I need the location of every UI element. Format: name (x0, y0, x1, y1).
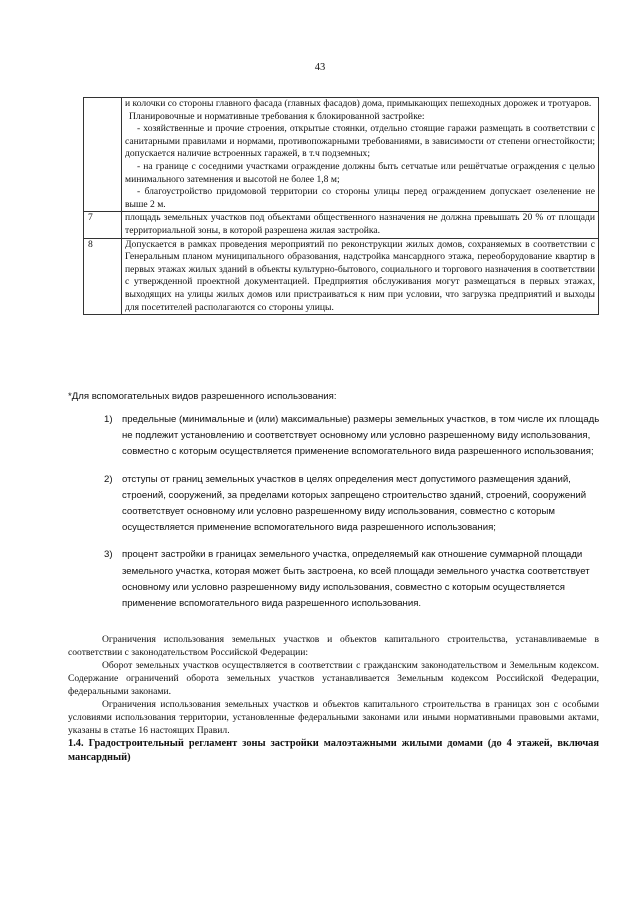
table-paragraph: Допускается в рамках проведения мероприятий по реконструкции жилых домов, сохраняемых в соответствии с Генеральным планом муниципального образования, надстройка мансардного этажа, переоборудование квартир в первых этажах жилых зданий в объекты культурно-бытового, социального и торгового назначения в соответствии с утвержденной проектной документацией. Предприятия обслуживания могут размещаться в первых этажах, выходящих на улицы жилых домов или пристраиваться к ним при условии, что загрузка предприятий и выходы для посетителей располагаются со стороны улицы. (125, 238, 595, 313)
page-number: 43 (314, 62, 326, 73)
section-heading: 1.4. Градостроительный регламент зоны застройки малоэтажными жилыми домами (до 4 этажей, включая мансардный) (68, 738, 599, 763)
list-item (104, 412, 600, 461)
restrictions-body (68, 633, 599, 737)
list-marker: 3) (104, 549, 113, 561)
list-item-text: процент застройки в границах земельного участка, определяемый как отношение суммарной площади земельного участка, которая может быть застроена, ко всей площади земельного участка соответствует основному или условно разрешенному виду использования, совместно с которым осуществляется применение вспомогательного вида разрешенного использования. (122, 549, 590, 610)
row-number-cell: 7 (84, 212, 122, 238)
regulation-table (83, 97, 599, 315)
table-paragraph: и колочки со стороны главного фасада (главных фасадов) дома, примыкающих пешеходных дорожек и тротуаров. (125, 98, 592, 109)
table-paragraph: Планировочные и нормативные требования к блокированной застройке: (129, 110, 425, 122)
table-bullet: - благоустройство придомовой территории со стороны улицы перед ограждением допускает озеленение не выше 2 м. (125, 186, 595, 210)
row-content-cell (122, 212, 599, 238)
list-marker: 1) (104, 414, 113, 425)
body-paragraph: Оборот земельных участков осуществляется в соответствии с гражданским законодательством и Земельным кодексом. Содержание ограничений оборота земельных участков устанавливается Земельным кодексом Российской Федерации, федеральными законами. (68, 660, 599, 697)
row-number-cell: 8 (84, 238, 122, 315)
table-bullet: - на границе с соседними участками ограждение должны быть сетчатые или решётчатые ограждения с целью минимального затемнения и высотой не более 1,8 м; (125, 160, 595, 185)
row-content-cell (122, 238, 599, 315)
table-row (84, 98, 599, 212)
table-bullet: - хозяйственные и прочие строения, открытые стоянки, отдельно стоящие гаражи размещать в соответствии с санитарными правилами и нормами, противопожарными требованиями, в зависимости от степени огнестойкости; допускается наличие встроенных гаражей, в т.ч подземных; (125, 123, 595, 160)
table-row (84, 238, 599, 315)
auxiliary-use-list (104, 412, 600, 623)
body-paragraph: Ограничения использования земельных участков и объектов капитального строительства в границах зон с особыми условиями использования территории, установленные федеральными законами или иными нормативными правовыми актами, указаны в статье 16 настоящих Правил. (68, 699, 599, 736)
list-item (104, 547, 600, 612)
table-paragraph: площадь земельных участков под объектами общественного назначения не должна превышать 20 % от площади территориальной зоны, в которой разрешена жилая застройка. (125, 212, 595, 236)
list-item-text: предельные (минимальные и (или) максимальные) размеры земельных участков, в том числе их площадь не подлежит установлению и соответствует основному или условно разрешенному виду использования, совместно с которым осуществляется применение вспомогательного вида разрешенного использования; (122, 414, 600, 458)
list-marker: 2) (104, 473, 113, 485)
table-row (84, 212, 599, 238)
row-number-cell (84, 98, 122, 212)
list-item (104, 472, 600, 537)
row-content-cell (122, 98, 599, 212)
auxiliary-use-note: *Для вспомогательных видов разрешенного использования: (68, 391, 337, 402)
body-paragraph: Ограничения использования земельных участков и объектов капитального строительства, устанавливаемые в соответствии с законодательством Российской Федерации: (68, 634, 599, 658)
list-item-text: отступы от границ земельных участков в целях определения мест допустимого размещения зданий, строений, сооружений, за пределами которых запрещено строительство зданий, строений, сооружений соответствует основному или условно разрешенному виду использования, совместно с которым осуществляется применение вспомогательного вида разрешенного использования; (122, 473, 587, 534)
